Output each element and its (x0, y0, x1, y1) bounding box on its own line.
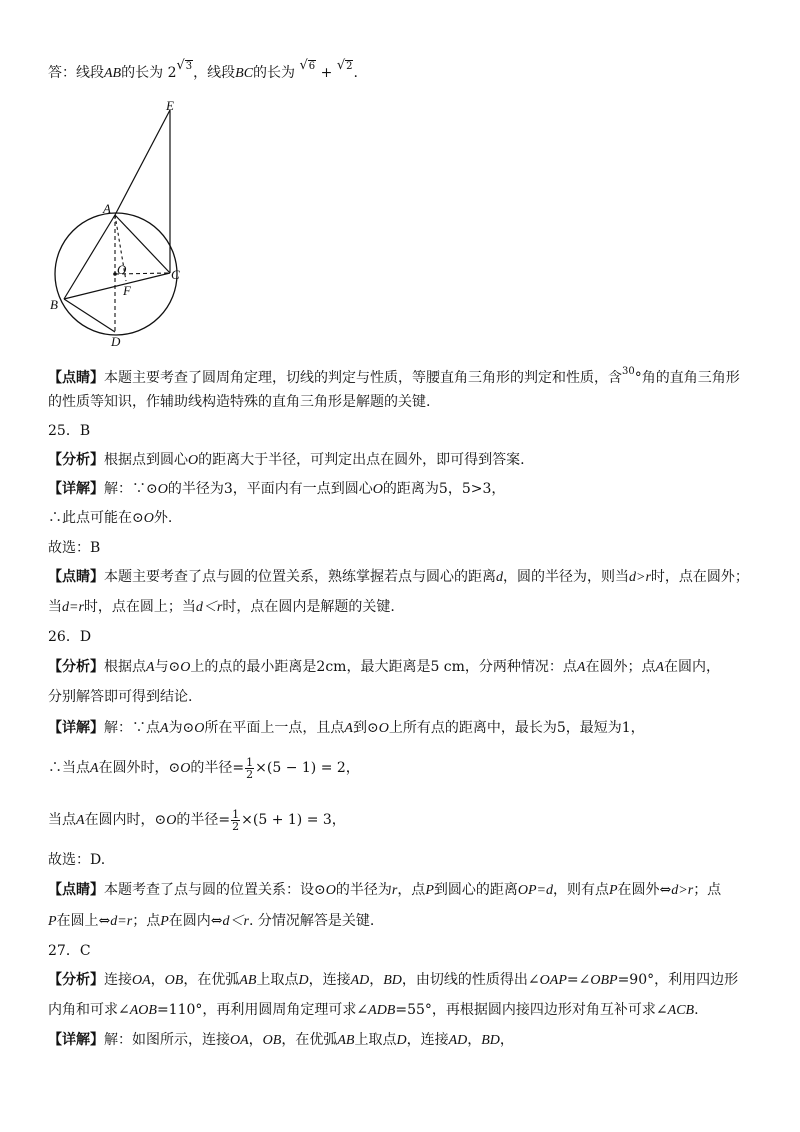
label-d: D (111, 334, 121, 349)
q26-analysis-line1: 【分析】根据点A与⊙O上的点的最小距离是2cm，最大距离是5 cm，分两种情况：点A在圆外；点A在圆内， (48, 659, 721, 675)
label-o: O (117, 262, 127, 277)
q26-note-line2: P在圆上⇔d=r；点P在圆内⇔d＜r. 分情况解答是关键. (48, 913, 375, 929)
q26-note-line1: 【点睛】本题考查了点与圆的位置关系：设⊙O的半径为r，点P到圆心的距离OP=d，则有点P在圆外⇔d>r；点 (48, 882, 722, 898)
q26-outside-case: ∴当点A在圆外时，⊙O的半径= $\frac{1}{2}$ ×(5 − 1) = 2， (48, 755, 360, 781)
label-e: E (166, 98, 174, 113)
q27-detail: 【详解】解：如图所示，连接OA，OB，在优弧AB上取点D，连接AD，BD， (48, 1032, 514, 1048)
q25-detail: 【详解】解：∵⊙O的半径为3，平面内有一点到圆心O的距离为5，5>3， (48, 481, 506, 497)
q27-analysis-line2: 内角和可求∠AOB=110°，再利用圆周角定理可求∠ADB=55°，再根据圆内接四边形对角互补可求∠ACB. (48, 1002, 699, 1018)
q26-number: 26．D (48, 629, 92, 645)
ab-length-value: $2^{√3}$ (167, 58, 193, 81)
bc-length-value: $^{√6}$ + $^{√2}$ (299, 58, 353, 81)
q25-conclusion: ∴此点可能在⊙O外. (48, 510, 173, 526)
answer-line: 答：线段AB的长为 $2^{√3}$，线段BC的长为 $^{√6}$ + $^{√2}$. (48, 58, 358, 81)
geometry-figure (40, 98, 200, 350)
q27-number: 27．C (48, 943, 91, 959)
label-b: B (50, 297, 58, 312)
label-c: C (171, 267, 180, 282)
fraction-one-half: $\frac{1}{2}$ (246, 755, 254, 781)
q25-note-line1: 【点睛】本题主要考查了点与圆的位置关系，熟练掌握若点与圆心的距离d，圆的半径为，则当d>r时，点在圆外； (48, 569, 749, 585)
fraction-one-half: $\frac{1}{2}$ (232, 807, 240, 833)
q27-analysis-line1: 【分析】连接OA，OB，在优弧AB上取点D，连接AD，BD，由切线的性质得出∠OAP=∠OBP=90°，利用四边形 (48, 972, 739, 988)
q24-note-line2: 的性质等知识，作辅助线构造特殊的直角三角形是解题的关键. (48, 394, 431, 410)
segment-ab (64, 215, 115, 299)
label-f: F (123, 283, 131, 298)
q26-analysis-line2: 分别解答即可得到结论. (48, 689, 193, 705)
q26-inside-case: 当点A在圆内时，⊙O的半径= $\frac{1}{2}$ ×(5 + 1) = 3， (48, 807, 346, 833)
q25-note-line2: 当d=r时，点在圆上；当d＜r时，点在圆内是解题的关键. (48, 599, 395, 615)
q25-analysis: 【分析】根据点到圆心O的距离大于半径，可判定出点在圆外，即可得到答案. (48, 452, 525, 468)
q25-choice: 故选：B (48, 540, 101, 556)
segment-ae (115, 110, 170, 215)
q26-choice: 故选：D. (48, 852, 106, 868)
label-a: A (103, 201, 111, 216)
q26-detail: 【详解】解：∵点A为⊙O所在平面上一点，且点A到⊙O上所有点的距离中，最长为5，最短为1， (48, 720, 645, 736)
q24-note-line1: 【点睛】本题主要考查了圆周角定理，切线的判定与性质，等腰直角三角形的判定和性质，含$^{30}$°角的直角三角形 (48, 366, 740, 386)
q25-number: 25．B (48, 423, 91, 439)
